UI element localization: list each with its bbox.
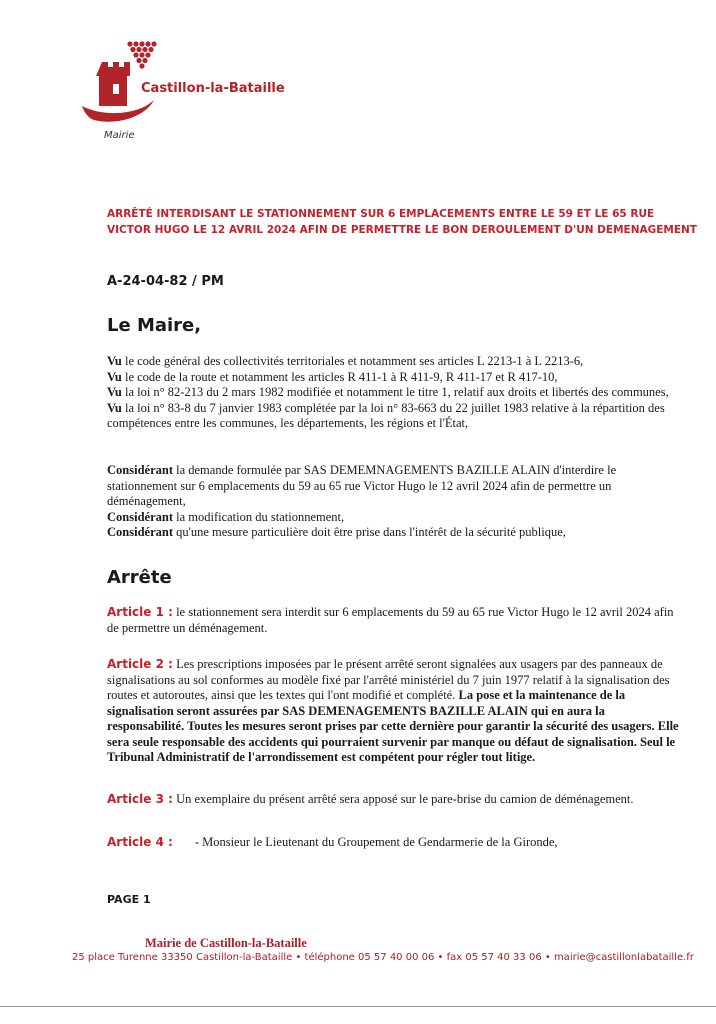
document-reference: A-24-04-82 / PM [107,274,224,289]
vu-line: Vu la loi n° 83-8 du 7 janvier 1983 complétée par la loi n° 83-663 du 22 juillet 1983 relative à la répartition des compétences entre les communes, les départements, les régions et l'État, [107,400,665,430]
vu-block [107,354,682,432]
article-2 [107,657,682,766]
article-4 [107,835,682,851]
vu-line: Vu le code général des collectivités territoriales et notamment ses articles L 2213-1 à L 2213-6, [107,354,584,368]
footer-divider [0,1006,716,1007]
considerant-line: Considérant la demande formulée par SAS DEMEMNAGEMENTS BAZILLE ALAIN d'interdire le stationnement sur 6 emplacements du 59 au 65 rue Victor Hugo le 12 avril 2024 afin de permettre un déménagement, [107,463,617,508]
article-3 [107,792,682,808]
page-number: PAGE 1 [107,893,151,906]
considerant-line: Considérant la modification du stationnement, [107,509,345,524]
vu-line: Vu la loi n° 82-213 du 2 mars 1982 modifiée et notamment le titre 1, relatif aux droits et libertés des communes, [107,385,669,399]
footer-name: Mairie de Castillon-la-Bataille [145,936,307,950]
footer-contact: 25 place Turenne 33350 Castillon-la-Bataille • téléphone 05 57 40 00 06 • fax 05 57 40 33 06 • mairie@castillonlabataille.fr [72,952,694,963]
town-name: Castillon-la-Bataille [141,81,285,96]
article-text: - Monsieur le Lieutenant du Groupement de Gendarmerie de la Gironde, [194,835,558,849]
article-text: Un exemplaire du présent arrêté sera apposé sur le pare-brise du camion de déménagement. [176,792,634,806]
mairie-label: Mairie [104,130,135,141]
heading-maire: Le Maire, [107,315,202,336]
considerant-line: Considérant qu'une mesure particulière doit être prise dans l'intérêt de la sécurité publique, [107,525,566,539]
heading-arrete: Arrête [107,567,172,588]
article-label: Article 4 : [107,835,173,849]
article-text: le stationnement sera interdit sur 6 emplacements du 59 au 65 rue Victor Hugo le 12 avril 2024 afin de permettre un déménagement. [107,605,674,635]
article-bold-text: La pose et la maintenance de la signalisation seront assurées par SAS DEMENAGEMENTS BAZILLE ALAIN qui en aura la responsabilité. Toutes les mesures seront prises par cette dernière pour garantir la sécurité des usagers. Elle sera seule responsable des accidents qui pourraient survenir par manque ou défaut de signalisation. Seul le Tribunal Administratif de l'arrondissement est compétent pour régler tout litige. [107,688,679,764]
vu-line: Vu le code de la route et notamment les articles R 411-1 à R 411-9, R 411-17 et R 417-10, [107,369,558,384]
considerant-block [107,463,682,541]
document-title: ARRÊTÉ INTERDISANT LE STATIONNEMENT SUR 6 EMPLACEMENTS ENTRE LE 59 ET LE 65 RUE VICTOR HUGO LE 12 AVRIL 2024 AFIN DE PERMETTRE LE BON DEROULEMENT D'UN DEMENAGEMENT [107,208,697,236]
article-label: Article 1 : [107,605,173,619]
article-1 [107,605,682,636]
article-text: Les prescriptions imposées par le présent arrêté seront signalées aux usagers par des panneaux de signalisations au sol conformes au modèle fixé par l'arrêté ministériel du 7 juin 1977 relatif à la signalisation des routes et autoroutes, ainsi que les textes qui l'ont modifié et complété. [107,657,670,702]
article-label: Article 3 : [107,792,173,806]
article-label: Article 2 : [107,657,173,671]
